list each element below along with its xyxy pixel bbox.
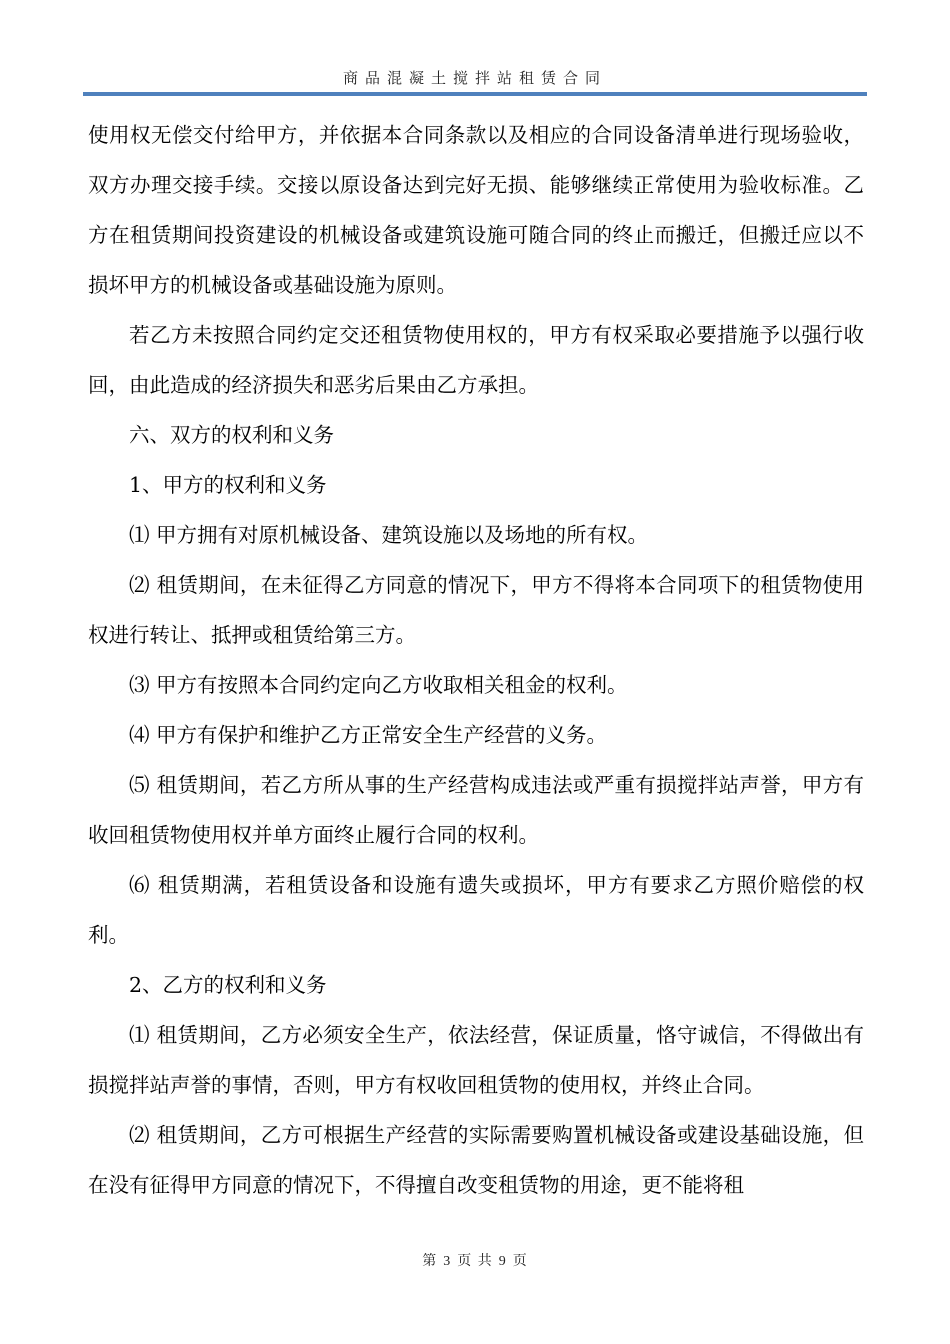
subsection-heading: 1、甲方的权利和义务 bbox=[129, 473, 327, 497]
section-heading: 六、双方的权利和义务 bbox=[129, 423, 334, 447]
list-item: ⑴ 租赁期间，乙方必须安全生产，依法经营，保证质量，恪守诚信，不得做出有损搅拌站声誉的事情，否则，甲方有权收回租赁物的使用权，并终止合同。 bbox=[88, 1023, 864, 1097]
list-item: ⑵ 租赁期间，乙方可根据生产经营的实际需要购置机械设备或建设基础设施，但在没有征得甲方同意的情况下，不得擅自改变租赁物的用途，更不能将租 bbox=[88, 1123, 864, 1197]
total-pages-number: 9 bbox=[498, 1254, 507, 1269]
subsection-heading: 2、乙方的权利和义务 bbox=[129, 973, 327, 997]
document-body bbox=[88, 110, 864, 1210]
list-item: ⑹ 租赁期满，若租赁设备和设施有遗失或损坏，甲方有要求乙方照价赔偿的权利。 bbox=[88, 873, 864, 947]
list-item: ⑶ 甲方有按照本合同约定向乙方收取相关租金的权利。 bbox=[129, 673, 628, 697]
paragraph: 使用权无偿交付给甲方，并依据本合同条款以及相应的合同设备清单进行现场验收，双方办理交接手续。交接以原设备达到完好无损、能够继续正常使用为验收标准。乙方在租赁期间投资建设的机械设备或建筑设施可随合同的终止而搬迁，但搬迁应以不损坏甲方的机械设备或基础设施为原则。 bbox=[88, 123, 864, 297]
list-item: ⑵ 租赁期间，在未征得乙方同意的情况下，甲方不得将本合同项下的租赁物使用权进行转让、抵押或租赁给第三方。 bbox=[88, 573, 864, 647]
footer-prefix: 第 bbox=[422, 1253, 438, 1269]
footer-suffix: 页 bbox=[512, 1253, 528, 1269]
list-item: ⑷ 甲方有保护和维护乙方正常安全生产经营的义务。 bbox=[129, 723, 608, 747]
list-item: ⑸ 租赁期间，若乙方所从事的生产经营构成违法或严重有损搅拌站声誉，甲方有收回租赁物使用权并单方面终止履行合同的权利。 bbox=[88, 773, 864, 847]
current-page-number: 3 bbox=[443, 1254, 452, 1269]
paragraph: 若乙方未按照合同约定交还租赁物使用权的，甲方有权采取必要措施予以强行收回，由此造成的经济损失和恶劣后果由乙方承担。 bbox=[88, 323, 864, 397]
list-item: ⑴ 甲方拥有对原机械设备、建筑设施以及场地的所有权。 bbox=[129, 523, 649, 547]
page-footer bbox=[0, 1250, 950, 1270]
header-title: 商品混凝土搅拌站租赁合同 bbox=[342, 69, 607, 87]
footer-middle: 页 共 bbox=[457, 1253, 493, 1269]
header-divider bbox=[83, 92, 867, 96]
